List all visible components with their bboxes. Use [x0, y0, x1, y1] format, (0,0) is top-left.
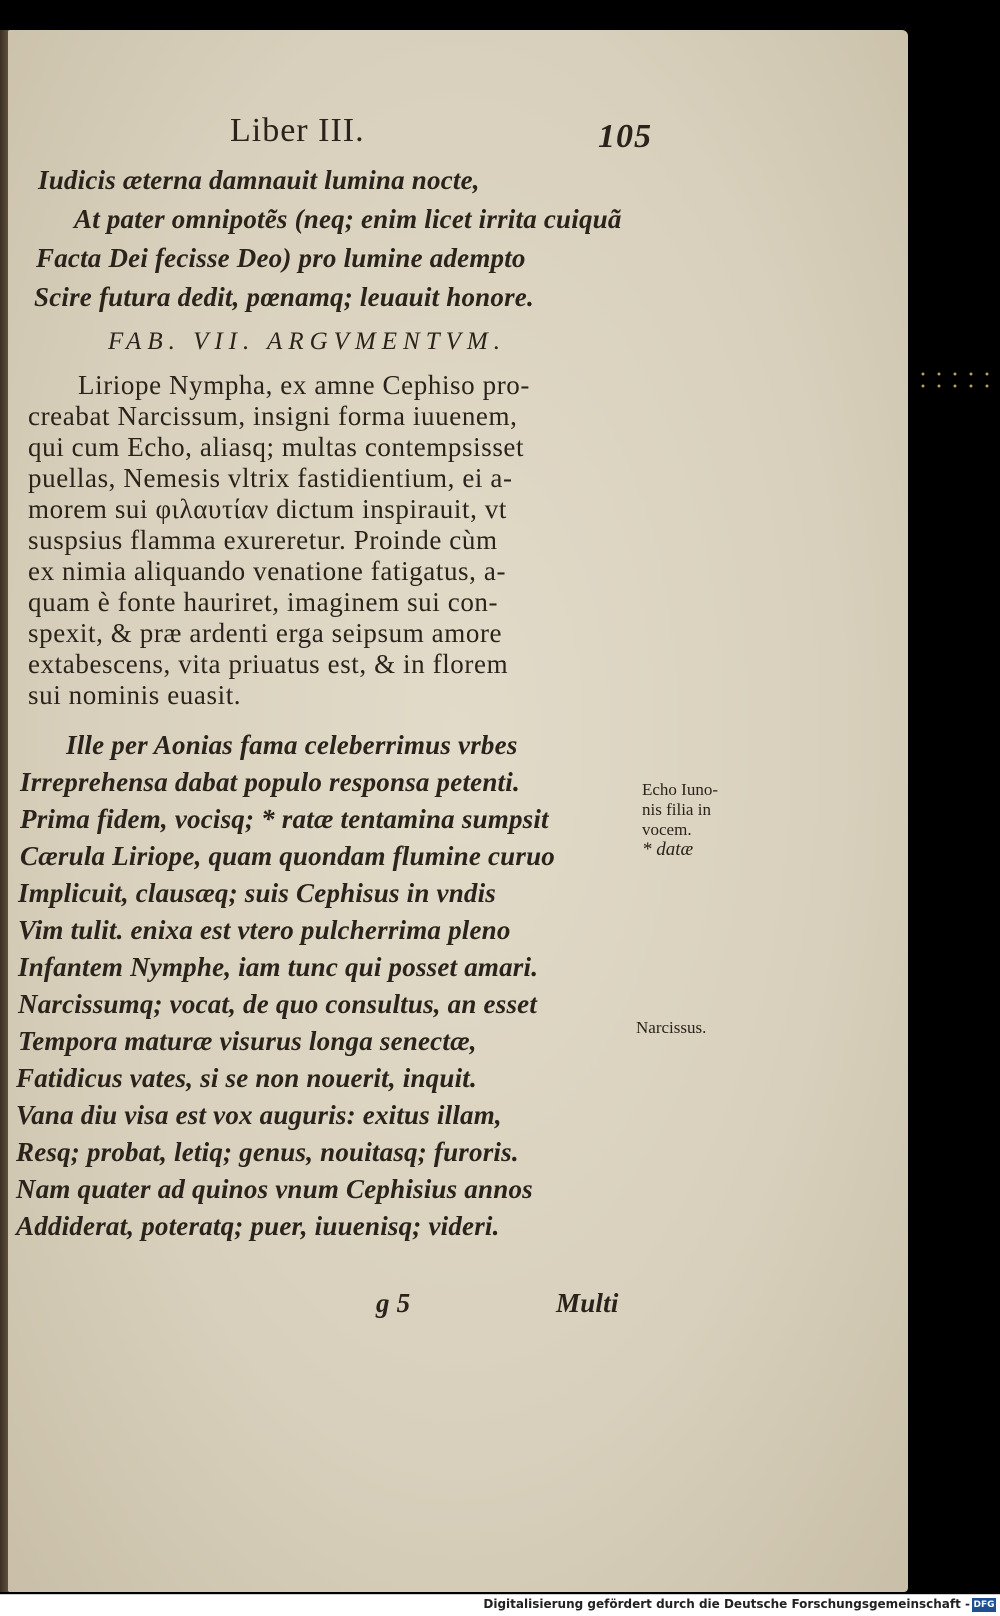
verse-main-6: Vim tulit. enixa est vtero pulcherrima pleno [18, 915, 511, 945]
verse-main-13: Nam quater ad quinos vnum Cephisius annos [16, 1174, 533, 1204]
argument-line-1: Liriope Nympha, ex amne Cephiso pro- [78, 370, 530, 400]
argument-line-6: suspsius flamma exureretur. Proinde cùm [28, 525, 498, 555]
argument-line-5: morem sui φιλαυτίαν dictum inspirauit, vt [28, 494, 507, 524]
digitization-note: Digitalisierung gefördert durch die Deutsche Forschungsgemeinschaft - [483, 1597, 970, 1611]
catchword: Multi [556, 1288, 619, 1318]
margin-note-echo-1: Echo Iuno- [642, 780, 719, 799]
argument-line-8: quam è fonte hauriret, imaginem sui con- [28, 587, 499, 617]
scan-color-marks [915, 368, 995, 392]
verse-top-4: Scire futura dedit, pœnamq; leuauit honore. [34, 282, 534, 312]
argument-line-7: ex nimia aliquando venatione fatigatus, a- [28, 556, 507, 586]
margin-note-echo-3: vocem. [642, 820, 692, 839]
verse-main-5: Implicuit, clausæq; suis Cephisus in vndis [18, 878, 497, 908]
running-head-title: Liber III. [230, 112, 365, 149]
margin-note-narcissus: Narcissus. [636, 1018, 707, 1037]
verse-main-4: Cærula Liriope, quam quondam flumine curuo [20, 841, 556, 871]
argument-line-11: sui nominis euasit. [28, 680, 242, 710]
digitization-footer [0, 1594, 1000, 1616]
verse-main-12: Resq; probat, letiq; genus, nouitasq; furoris. [16, 1137, 519, 1167]
verse-top-3: Facta Dei fecisse Deo) pro lumine adempto [36, 243, 526, 273]
verse-main-7: Infantem Nymphe, iam tunc qui posset amari. [18, 952, 539, 982]
verse-main-2: Irreprehensa dabat populo responsa petenti. [20, 767, 520, 797]
verse-top-1: Iudicis æterna damnauit lumina nocte, [38, 165, 480, 195]
verse-top-2: At pater omnipotẽs (neq; enim licet irrita cuiquã [74, 204, 622, 234]
book-page [8, 30, 908, 1592]
verse-main-14: Addiderat, poteratq; puer, iuuenisq; videri. [16, 1211, 500, 1241]
argument-line-3: qui cum Echo, aliasq; multas contempsisset [28, 432, 525, 462]
argument-line-2: creabat Narcissum, insigni forma iuuenem, [28, 401, 518, 431]
verse-main-9: Tempora maturæ visurus longa senectæ, [18, 1026, 477, 1056]
dfg-logo: DFG [973, 1600, 995, 1610]
verse-main-3: Prima fidem, vocisq; * ratæ tentamina sumpsit [20, 804, 549, 834]
margin-note-datae: * datæ [642, 839, 694, 860]
argument-title: FAB. VII. ARGVMENTVM. [108, 328, 506, 355]
verse-main-1: Ille per Aonias fama celeberrimus vrbes [66, 730, 518, 760]
verse-main-8: Narcissumq; vocat, de quo consultus, an esset [18, 989, 538, 1019]
argument-line-4: puellas, Nemesis vltrix fastidientium, ei a- [28, 463, 513, 493]
page-number: 105 [598, 118, 652, 155]
verse-main-11: Vana diu visa est vox auguris: exitus illam, [16, 1100, 502, 1130]
margin-note-echo-2: nis filia in [642, 800, 711, 819]
signature-mark: g 5 [376, 1288, 411, 1318]
argument-line-10: extabescens, vita priuatus est, & in florem [28, 649, 509, 679]
argument-line-9: spexit, & præ ardenti erga seipsum amore [28, 618, 503, 648]
verse-main-10: Fatidicus vates, si se non nouerit, inquit. [16, 1063, 477, 1093]
